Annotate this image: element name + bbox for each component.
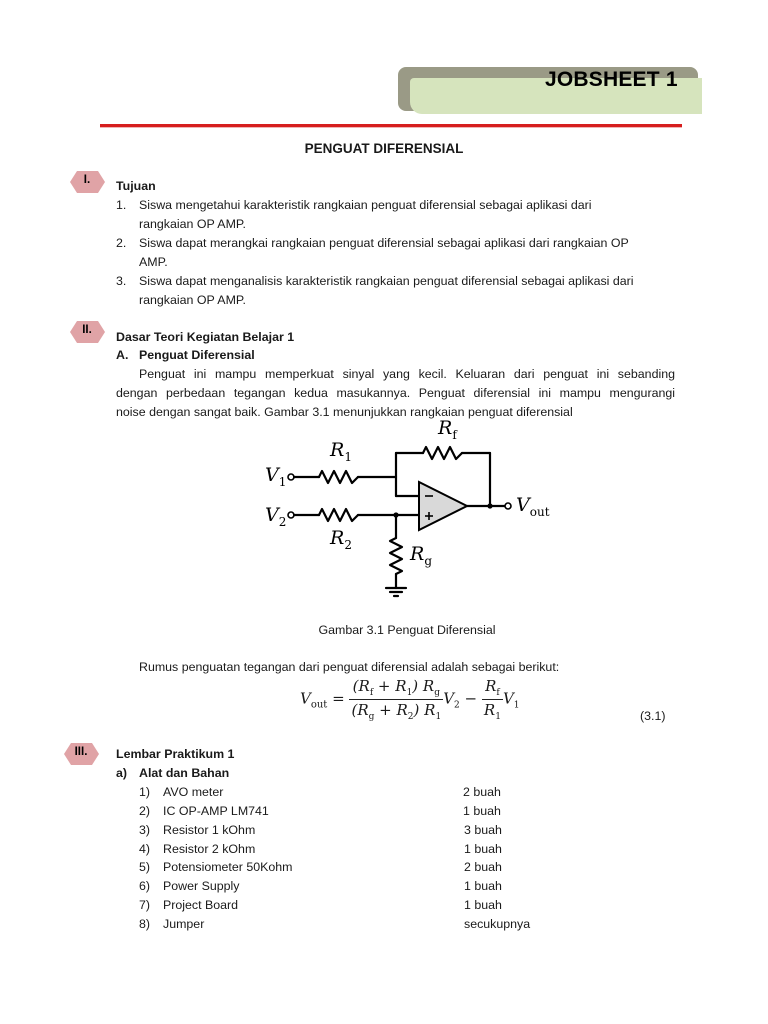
equipment-number: 4) — [139, 842, 151, 856]
equipment-number: 2) — [139, 804, 151, 818]
differential-amplifier-circuit — [255, 418, 555, 604]
figure-caption: Gambar 3.1 Penguat Diferensial — [318, 623, 496, 637]
resistor-rf — [423, 447, 462, 459]
label-rf: $R_f$ — [438, 418, 457, 442]
opamp-triangle — [419, 482, 467, 530]
list-item-number: 2. — [116, 236, 127, 250]
label-r1: $R_1$ — [330, 439, 352, 464]
equipment-number: 6) — [139, 879, 151, 893]
equipment-number: 5) — [139, 860, 151, 874]
paragraph-line: noise dengan sangat baik. Gambar 3.1 menunjukkan rangkaian penguat diferensial — [116, 405, 573, 419]
equipment-qty: 1 buah — [464, 879, 502, 893]
label-r2: $R_2$ — [330, 527, 352, 552]
section-marker-1 — [70, 171, 106, 193]
equipment-number: 7) — [139, 898, 151, 912]
equipment-name: Jumper — [163, 917, 205, 931]
paragraph-line: dengan perbedaan tegangan kedua masukannya. Penguat diferensial ini mampu mengurangi — [116, 386, 675, 400]
list-item-text: rangkaian OP AMP. — [139, 293, 246, 307]
resistor-rg — [390, 538, 402, 574]
paragraph-line: Penguat ini mampu memperkuat sinyal yang kecil. Keluaran dari penguat ini sebanding — [139, 367, 675, 381]
subsection-letter: a) — [116, 766, 128, 780]
list-item-text: rangkaian OP AMP. — [139, 217, 246, 231]
subsection-letter: A. — [116, 348, 129, 362]
label-v2: $V_2$ — [265, 504, 287, 529]
header-badge-title: JOBSHEET 1 — [545, 68, 678, 91]
equipment-qty: 1 buah — [464, 898, 502, 912]
label-vout: $V_{out}$ — [516, 494, 550, 519]
equipment-qty: secukupnya — [464, 917, 531, 931]
list-item-text: Siswa dapat merangkai rangkaian penguat diferensial sebagai aplikasi dari rangkaian OP — [139, 236, 629, 250]
equipment-qty: 1 buah — [464, 842, 502, 856]
section-heading-tujuan: Tujuan — [116, 179, 156, 193]
formula-intro: Rumus penguatan tegangan dari penguat diferensial adalah sebagai berikut: — [139, 660, 560, 674]
label-v1: $V_1$ — [265, 464, 287, 489]
subsection-heading: Penguat Diferensial — [139, 348, 255, 362]
equipment-qty: 2 buah — [463, 785, 501, 799]
section-marker-label: I. — [83, 174, 91, 186]
header-divider-shadow — [100, 127, 682, 128]
vout-terminal — [505, 503, 511, 509]
section-heading-dasar-teori: Dasar Teori Kegiatan Belajar 1 — [116, 330, 295, 344]
equipment-qty: 3 buah — [464, 823, 502, 837]
resistor-r1 — [319, 471, 358, 483]
list-item-number: 3. — [116, 274, 127, 288]
equipment-name: Resistor 1 kOhm — [163, 823, 256, 837]
section-marker-label: II. — [82, 324, 92, 336]
section-marker-label: III. — [74, 746, 88, 758]
equipment-name: Power Supply — [163, 879, 240, 893]
list-item-text: AMP. — [139, 255, 168, 269]
subsection-heading: Alat dan Bahan — [139, 766, 230, 780]
equipment-name: AVO meter — [163, 785, 224, 799]
equation-number: (3.1) — [640, 709, 666, 723]
page-title: PENGUAT DIFERENSIAL — [304, 141, 464, 156]
equipment-number: 8) — [139, 917, 151, 931]
equipment-number: 3) — [139, 823, 151, 837]
equipment-name: Resistor 2 kOhm — [163, 842, 256, 856]
node-dot — [487, 503, 492, 508]
list-item-text: Siswa dapat menganalisis karakteristik rangkaian penguat diferensial sebagai aplikasi dari — [139, 274, 634, 288]
section-heading-lembar-praktikum: Lembar Praktikum 1 — [116, 747, 235, 761]
resistor-r2 — [319, 509, 358, 521]
section-marker-3 — [64, 743, 100, 765]
node-dot — [393, 512, 398, 517]
voltage-gain-formula: $V_{out}$ = $\frac{(R_f + R_1) R_g}{(R_g + R_2) R_1}$ $V_2$ − $\frac{R_f}{R_1}$ $V_1$ — [300, 677, 520, 722]
equipment-name: Potensiometer 50Kohm — [163, 860, 293, 874]
label-rg: $R_g$ — [410, 543, 432, 568]
equipment-qty: 2 buah — [464, 860, 502, 874]
list-item-number: 1. — [116, 198, 127, 212]
equipment-qty: 1 buah — [463, 804, 501, 818]
section-marker-2 — [70, 321, 106, 343]
list-item-text: Siswa mengetahui karakteristik rangkaian penguat diferensial sebagai aplikasi dari — [139, 198, 592, 212]
equipment-name: IC OP-AMP LM741 — [163, 804, 269, 818]
equipment-name: Project Board — [163, 898, 239, 912]
equipment-number: 1) — [139, 785, 151, 799]
